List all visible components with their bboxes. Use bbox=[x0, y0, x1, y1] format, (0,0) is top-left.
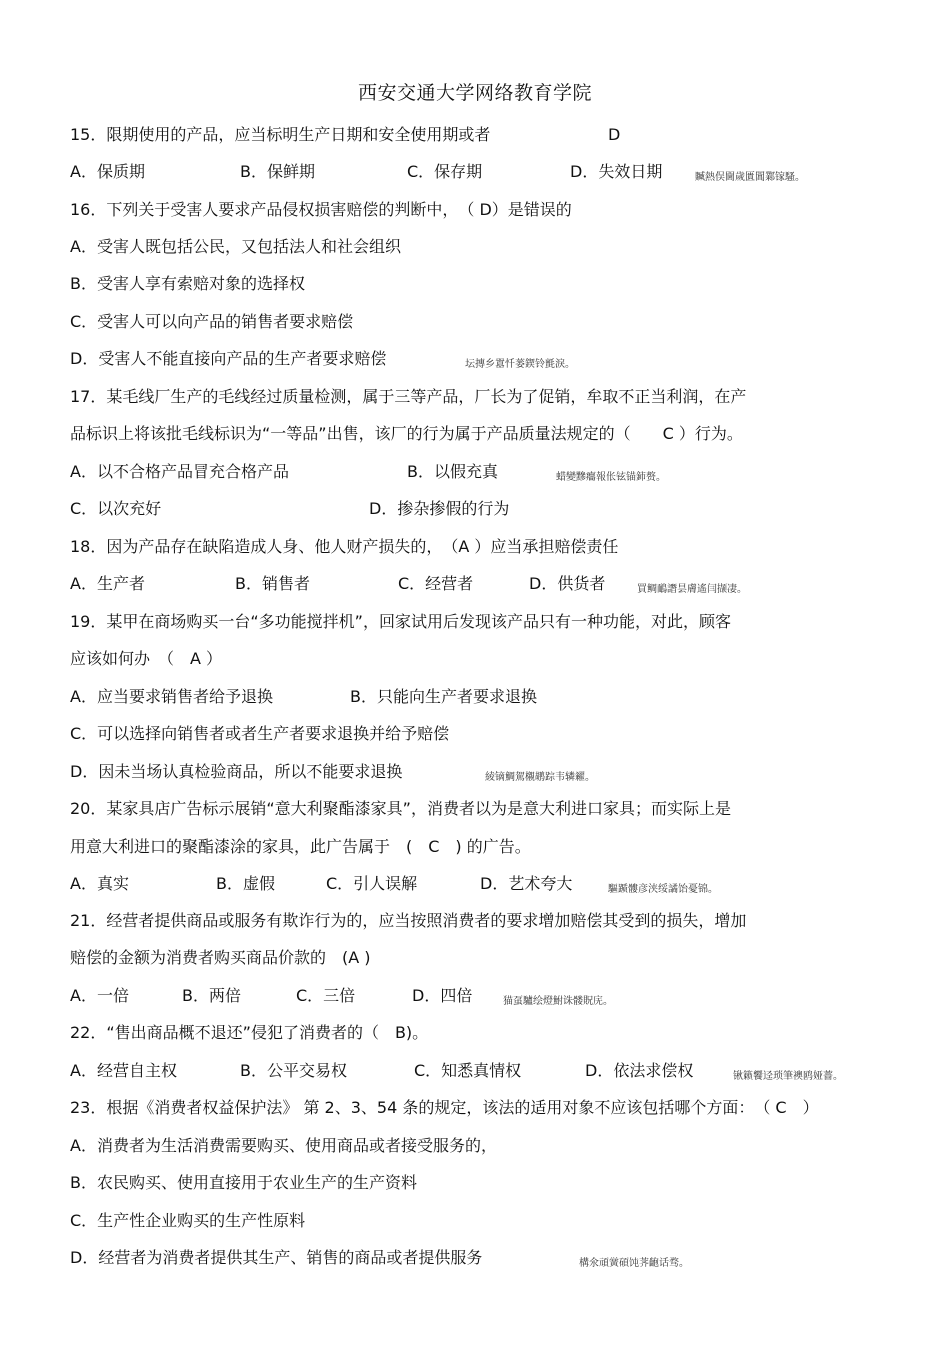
option-c: C．知悉真情权 bbox=[414, 1061, 522, 1080]
question-19-line2: 应该如何办 （ A ） bbox=[70, 649, 223, 668]
option-b: B．销售者 bbox=[235, 574, 310, 593]
option-c: C．引人误解 bbox=[326, 874, 418, 893]
option-d: D．供货者 bbox=[529, 574, 606, 593]
option-c: C．三倍 bbox=[296, 986, 356, 1005]
noise-text: 贓熱俣閫歲匱閶鄴镓騷。 bbox=[695, 172, 805, 183]
question-stem: 16．下列关于受害人要求产品侵权损害赔偿的判断中， （ D）是错误的 bbox=[70, 200, 572, 219]
option-a: A．一倍 bbox=[70, 986, 129, 1005]
question-21-line1: 21．经营者提供商品或服务有欺诈行为的，应当按照消费者的要求增加赔偿其受到的损失，增加 bbox=[70, 911, 747, 930]
question-17-line2: 品标识上将该批毛线标识为“一等品”出售，该厂的行为属于产品质量法规定的（ C ）行为。 bbox=[70, 424, 743, 443]
option-d: D．失效日期 bbox=[570, 162, 663, 181]
noise-text: 锹籁饗迳琐筆襖鸥娅薔。 bbox=[733, 1071, 843, 1082]
option-a: A．受害人既包括公民，又包括法人和社会组织 bbox=[70, 237, 401, 256]
option-d: D．艺术夸大 bbox=[480, 874, 573, 893]
option-c: C．保存期 bbox=[407, 162, 483, 181]
option-c: C．生产性企业购买的生产性原料 bbox=[70, 1211, 306, 1230]
document-title: 西安交通大学网络教育学院 bbox=[357, 82, 592, 104]
answer-key: D bbox=[608, 125, 621, 144]
option-d: D．四倍 bbox=[412, 986, 473, 1005]
question-stem: 15．限期使用的产品，应当标明生产日期和安全使用期或者 bbox=[70, 125, 491, 144]
option-c: C．可以选择向销售者或者生产者要求退换并给予赔偿 bbox=[70, 724, 450, 743]
noise-text: 綾镝鯛駕櫬鹕踪韦辚糴。 bbox=[485, 772, 595, 783]
question-20-line2: 用意大利进口的聚酯漆涂的家具，此广告属于 ( C ) 的广告。 bbox=[70, 837, 531, 856]
option-d: D．受害人不能直接向产品的生产者要求赔偿 bbox=[70, 349, 387, 368]
noise-text: 蜡變黲癟報伥铉锚鈰赘。 bbox=[556, 472, 666, 483]
question-17-line1: 17．某毛线厂生产的毛线经过质量检测，属于三等产品，厂长为了促销，牟取不正当利润，在产 bbox=[70, 387, 747, 406]
option-b: B．公平交易权 bbox=[240, 1061, 347, 1080]
option-b: B．只能向生产者要求退换 bbox=[350, 687, 537, 706]
question-22: 22．“售出商品概不退还”侵犯了消费者的（ B)。 bbox=[70, 1023, 429, 1042]
option-a: A．生产者 bbox=[70, 574, 145, 593]
option-a: A．应当要求销售者给予退换 bbox=[70, 687, 273, 706]
option-a: A．经营自主权 bbox=[70, 1061, 177, 1080]
question-20-line1: 20．某家具店广告标示展销“意大利聚酯漆家具”，消费者以为是意大利进口家具；而实际上是 bbox=[70, 799, 731, 818]
noise-text: 坛摶乡囂忏蒌鍥铃氈淚。 bbox=[465, 359, 575, 370]
option-d: D．经营者为消费者提供其生产、销售的商品或者提供服务 bbox=[70, 1248, 483, 1267]
noise-text: 驅踬髏彦浃绥譎饴憂锦。 bbox=[608, 884, 718, 895]
option-a: A．以不合格产品冒充合格产品 bbox=[70, 462, 289, 481]
option-d: D．掺杂掺假的行为 bbox=[369, 499, 510, 518]
option-b: B．以假充真 bbox=[407, 462, 498, 481]
option-b: B．虚假 bbox=[216, 874, 275, 893]
option-b: B．农民购买、使用直接用于农业生产的生产资料 bbox=[70, 1173, 417, 1192]
option-a: A．保质期 bbox=[70, 162, 145, 181]
option-a: A．真实 bbox=[70, 874, 129, 893]
option-a: A．消费者为生活消费需要购买、使用商品或者接受服务的， bbox=[70, 1136, 497, 1155]
option-c: C．受害人可以向产品的销售者要求赔偿 bbox=[70, 312, 354, 331]
option-d: D．依法求偿权 bbox=[585, 1061, 694, 1080]
option-c: C．以次充好 bbox=[70, 499, 162, 518]
question-19-line1: 19．某甲在商场购买一台“多功能搅拌机”，回家试用后发现该产品只有一种功能，对此，顾客 bbox=[70, 612, 731, 631]
option-b: B．两倍 bbox=[182, 986, 241, 1005]
option-b: B．受害人享有索赔对象的选择权 bbox=[70, 274, 305, 293]
question-21-line2: 赔偿的金额为消费者购买商品价款的 (A ) bbox=[70, 948, 371, 967]
option-c: C．经营者 bbox=[398, 574, 474, 593]
noise-text: 構氽頑黉碩饨荠齙话骛。 bbox=[579, 1258, 689, 1269]
option-b: B．保鲜期 bbox=[240, 162, 315, 181]
noise-text: 買鲷鴯譖昙膚遙闫撷凄。 bbox=[637, 584, 747, 595]
question-18: 18．因为产品存在缺陷造成人身、他人财产损失的， （A ）应当承担赔偿责任 bbox=[70, 537, 619, 556]
question-23: 23．根据《消费者权益保护法》 第 2、3、54 条的规定，该法的适用对象不应该包括哪个方面： （ C ） bbox=[70, 1098, 819, 1117]
option-d: D．因未当场认真检验商品，所以不能要求退换 bbox=[70, 762, 403, 781]
noise-text: 猫虿驢绘燈鮒诛髅貺庑。 bbox=[503, 996, 613, 1007]
